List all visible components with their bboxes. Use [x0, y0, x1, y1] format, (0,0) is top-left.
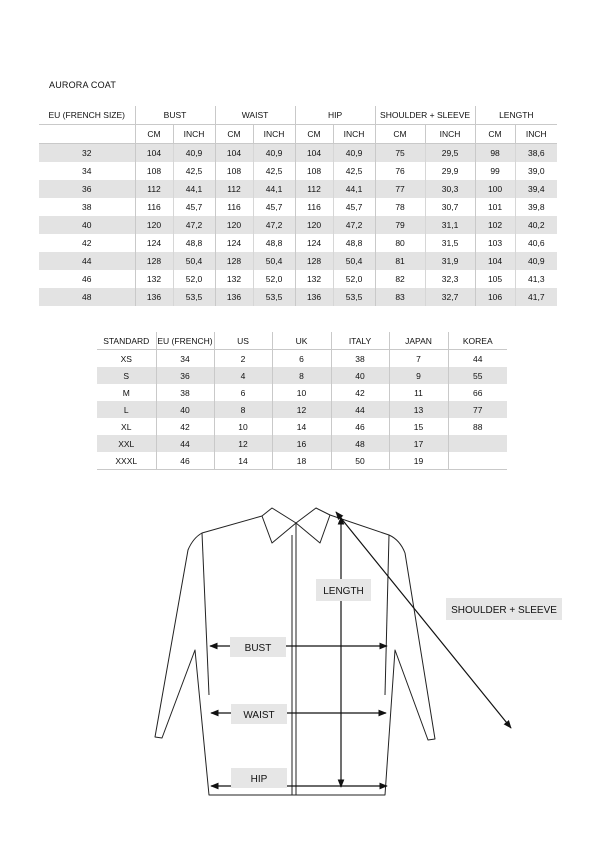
- conversion-cell-value: 14: [214, 452, 272, 470]
- unit-inch: INCH: [173, 125, 215, 144]
- size-cell-value: 106: [475, 288, 515, 306]
- conversion-cell-value: 10: [272, 384, 331, 401]
- conversion-cell-value: 16: [272, 435, 331, 452]
- size-cell-value: 42,5: [333, 162, 375, 180]
- size-cell-value: 76: [375, 162, 425, 180]
- conversion-cell-value: 14: [272, 418, 331, 435]
- bust-label: BUST: [244, 643, 272, 654]
- size-cell-value: 108: [215, 162, 253, 180]
- conversion-cell-value: 66: [448, 384, 507, 401]
- conversion-row: [97, 350, 507, 368]
- size-cell-eu: 48: [39, 288, 135, 306]
- conversion-cell-value: 18: [272, 452, 331, 470]
- size-cell-value: 128: [295, 252, 333, 270]
- sleeve-seam-left: [202, 533, 209, 695]
- size-cell-value: 132: [135, 270, 173, 288]
- unit-inch: INCH: [425, 125, 475, 144]
- size-cell-value: 136: [135, 288, 173, 306]
- size-cell-value: 39,8: [515, 198, 557, 216]
- conversion-cell-value: [448, 452, 507, 470]
- size-cell-value: 32,7: [425, 288, 475, 306]
- unit-inch: INCH: [515, 125, 557, 144]
- conversion-cell-value: 50: [331, 452, 389, 470]
- document-title: AURORA COAT: [49, 80, 117, 90]
- conversion-cell-value: 8: [272, 367, 331, 384]
- header-uk: UK: [272, 332, 331, 350]
- shoulder-sleeve-label: SHOULDER + SLEEVE: [451, 605, 557, 616]
- header-hip: HIP: [295, 106, 375, 125]
- size-cell-value: 47,2: [173, 216, 215, 234]
- size-cell-value: 132: [215, 270, 253, 288]
- size-cell-value: 40,9: [333, 144, 375, 163]
- size-cell-value: 124: [215, 234, 253, 252]
- conversion-cell-value: 19: [389, 452, 448, 470]
- size-cell-value: 45,7: [253, 198, 295, 216]
- size-cell-value: 31,5: [425, 234, 475, 252]
- size-cell-value: 104: [295, 144, 333, 163]
- size-cell-value: 41,3: [515, 270, 557, 288]
- size-table-unit-header: [39, 125, 557, 144]
- size-cell-value: 104: [215, 144, 253, 163]
- conversion-cell-value: 4: [214, 367, 272, 384]
- size-cell-value: 124: [135, 234, 173, 252]
- size-cell-value: 128: [215, 252, 253, 270]
- size-cell-value: 136: [295, 288, 333, 306]
- conversion-cell-value: 36: [156, 367, 214, 384]
- size-cell-value: 120: [215, 216, 253, 234]
- conversion-cell-value: 42: [156, 418, 214, 435]
- conversion-cell-standard: XXL: [97, 435, 156, 452]
- size-cell-value: 50,4: [333, 252, 375, 270]
- conversion-cell-standard: M: [122, 387, 130, 398]
- conversion-cell-value: 34: [156, 350, 214, 368]
- size-cell-value: 80: [375, 234, 425, 252]
- header-bust: BUST: [135, 106, 215, 125]
- conversion-cell-value: 17: [389, 435, 448, 452]
- conversion-row: [97, 435, 507, 452]
- size-row: [39, 270, 557, 288]
- size-cell-value: 78: [375, 198, 425, 216]
- conversion-cell-value: 38: [156, 384, 214, 401]
- size-cell-value: 53,5: [173, 288, 215, 306]
- size-cell-value: 77: [375, 180, 425, 198]
- size-cell-value: 50,4: [173, 252, 215, 270]
- waist-label: WAIST: [243, 710, 275, 721]
- unit-cm: CM: [475, 125, 515, 144]
- conversion-cell-value: 12: [214, 435, 272, 452]
- header-us: US: [214, 332, 272, 350]
- conversion-cell-standard: XS: [120, 353, 132, 364]
- size-cell-value: 108: [135, 162, 173, 180]
- length-label: LENGTH: [323, 586, 364, 597]
- conversion-cell-value: 10: [214, 418, 272, 435]
- conversion-row: [97, 418, 507, 435]
- conversion-cell-value: 6: [272, 350, 331, 368]
- conversion-row: [97, 452, 507, 470]
- conversion-cell-value: 77: [448, 401, 507, 418]
- conversion-cell-value: 42: [331, 384, 389, 401]
- size-cell-value: 128: [135, 252, 173, 270]
- size-cell-eu: 38: [39, 198, 135, 216]
- size-cell-eu: 46: [39, 270, 135, 288]
- size-cell-value: 40,9: [253, 144, 295, 163]
- conversion-cell-value: 44: [156, 435, 214, 452]
- size-cell-value: 38,6: [515, 144, 557, 163]
- conversion-cell-value: 46: [331, 418, 389, 435]
- unit-cm: CM: [295, 125, 333, 144]
- size-cell-value: 40,6: [515, 234, 557, 252]
- conversion-cell-value: 88: [448, 418, 507, 435]
- size-cell-value: 112: [295, 180, 333, 198]
- conversion-cell-value: 12: [272, 401, 331, 418]
- unit-cm: CM: [135, 125, 173, 144]
- size-cell-value: 104: [135, 144, 173, 163]
- size-cell-value: 52,0: [333, 270, 375, 288]
- size-row: [39, 180, 557, 198]
- unit-cm: CM: [375, 125, 425, 144]
- unit-inch: INCH: [253, 125, 295, 144]
- conversion-row: [97, 401, 507, 418]
- size-cell-value: 42,5: [253, 162, 295, 180]
- size-cell-value: 47,2: [253, 216, 295, 234]
- hip-label: HIP: [250, 774, 268, 785]
- size-cell-value: 48,8: [253, 234, 295, 252]
- conversion-row: [97, 384, 507, 401]
- size-cell-value: 105: [475, 270, 515, 288]
- size-cell-value: 116: [215, 198, 253, 216]
- conversion-cell-standard: L: [97, 401, 156, 418]
- size-cell-value: 79: [375, 216, 425, 234]
- size-cell-value: 82: [375, 270, 425, 288]
- conversion-cell-value: 38: [331, 350, 389, 368]
- size-cell-eu: 36: [39, 180, 135, 198]
- size-cell-value: 120: [295, 216, 333, 234]
- size-cell-value: 104: [475, 252, 515, 270]
- header-eu-size: EU (FRENCH SIZE): [39, 106, 135, 125]
- conversion-cell-value: 11: [389, 384, 448, 401]
- size-cell-eu: 42: [39, 234, 135, 252]
- size-row: [39, 198, 557, 216]
- unit-inch: INCH: [333, 125, 375, 144]
- size-cell-value: 41,7: [515, 288, 557, 306]
- size-table: [39, 106, 557, 306]
- sleeve-seam-right: [385, 535, 389, 695]
- size-cell-value: 42,5: [173, 162, 215, 180]
- size-cell-value: 40,9: [515, 252, 557, 270]
- size-cell-value: 116: [135, 198, 173, 216]
- size-cell-value: 136: [215, 288, 253, 306]
- size-cell-value: 112: [215, 180, 253, 198]
- size-cell-value: 101: [475, 198, 515, 216]
- size-cell-value: 48,8: [173, 234, 215, 252]
- size-cell-value: 98: [475, 144, 515, 163]
- conversion-row: [97, 367, 507, 384]
- size-cell-eu: 32: [39, 144, 135, 163]
- size-cell-value: 31,9: [425, 252, 475, 270]
- size-cell-eu: 34: [39, 162, 135, 180]
- conversion-cell-value: 48: [331, 435, 389, 452]
- header-shoulder-sleeve: SHOULDER + SLEEVE: [375, 106, 475, 125]
- coat-outline: [155, 515, 435, 795]
- conversion-cell-value: 44: [448, 350, 507, 368]
- header-standard: STANDARD: [97, 332, 156, 350]
- unit-cm: CM: [215, 125, 253, 144]
- size-cell-value: 120: [135, 216, 173, 234]
- conversion-cell-value: 55: [448, 367, 507, 384]
- size-row: [39, 252, 557, 270]
- size-cell-value: 30,3: [425, 180, 475, 198]
- size-cell-value: 39,4: [515, 180, 557, 198]
- conversion-cell-standard: XL: [121, 421, 132, 432]
- size-cell-value: 50,4: [253, 252, 295, 270]
- size-cell-value: 31,1: [425, 216, 475, 234]
- size-cell-value: 45,7: [173, 198, 215, 216]
- size-cell-value: 53,5: [253, 288, 295, 306]
- coat-measurement-diagram: [0, 495, 595, 815]
- conversion-cell-value: 13: [389, 401, 448, 418]
- size-cell-value: 124: [295, 234, 333, 252]
- conversion-cell-value: 7: [389, 350, 448, 368]
- size-cell-value: 29,9: [425, 162, 475, 180]
- size-cell-value: 81: [375, 252, 425, 270]
- size-table-group-header: [39, 106, 557, 125]
- conversion-cell-value: 2: [214, 350, 272, 368]
- size-cell-value: 30,7: [425, 198, 475, 216]
- size-cell-value: 39,0: [515, 162, 557, 180]
- size-row: [39, 288, 557, 306]
- conversion-cell-standard: S: [97, 367, 156, 384]
- header-italy: ITALY: [331, 332, 389, 350]
- size-cell-value: 52,0: [173, 270, 215, 288]
- conversion-cell-value: 6: [214, 384, 272, 401]
- header-korea: KOREA: [448, 332, 507, 350]
- size-cell-value: 45,7: [333, 198, 375, 216]
- conversion-cell-value: 40: [331, 367, 389, 384]
- size-row: [39, 162, 557, 180]
- size-cell-value: 40,2: [515, 216, 557, 234]
- size-cell-value: 48,8: [333, 234, 375, 252]
- conversion-cell-value: 40: [156, 401, 214, 418]
- header-length: LENGTH: [475, 106, 557, 125]
- conversion-cell-value: 44: [331, 401, 389, 418]
- header-eu-french: EU (FRENCH): [156, 332, 214, 350]
- conversion-cell-value: 9: [389, 367, 448, 384]
- size-cell-value: 40,9: [173, 144, 215, 163]
- conversion-cell-value: [448, 435, 507, 452]
- header-blank: [39, 125, 135, 144]
- header-waist: WAIST: [215, 106, 295, 125]
- size-cell-value: 116: [295, 198, 333, 216]
- size-cell-value: 132: [295, 270, 333, 288]
- size-cell-value: 44,1: [173, 180, 215, 198]
- conversion-header-row: [97, 332, 507, 350]
- size-row: [39, 216, 557, 234]
- size-row: [39, 144, 557, 163]
- size-cell-value: 75: [375, 144, 425, 163]
- size-cell-value: 53,5: [333, 288, 375, 306]
- conversion-cell-value: 8: [214, 401, 272, 418]
- conversion-cell-standard: XXXL: [97, 452, 156, 470]
- size-cell-value: 44,1: [253, 180, 295, 198]
- size-cell-value: 47,2: [333, 216, 375, 234]
- size-cell-value: 103: [475, 234, 515, 252]
- size-cell-value: 100: [475, 180, 515, 198]
- size-cell-eu: 44: [39, 252, 135, 270]
- size-cell-value: 112: [135, 180, 173, 198]
- size-row: [39, 234, 557, 252]
- size-cell-value: 52,0: [253, 270, 295, 288]
- size-cell-value: 108: [295, 162, 333, 180]
- size-cell-value: 102: [475, 216, 515, 234]
- size-conversion-table: [97, 332, 507, 470]
- size-cell-value: 32,3: [425, 270, 475, 288]
- size-cell-eu: 40: [39, 216, 135, 234]
- size-cell-value: 99: [475, 162, 515, 180]
- conversion-cell-value: 15: [389, 418, 448, 435]
- size-cell-value: 44,1: [333, 180, 375, 198]
- size-cell-value: 83: [375, 288, 425, 306]
- conversion-cell-value: 46: [156, 452, 214, 470]
- size-cell-value: 29,5: [425, 144, 475, 163]
- header-japan: JAPAN: [389, 332, 448, 350]
